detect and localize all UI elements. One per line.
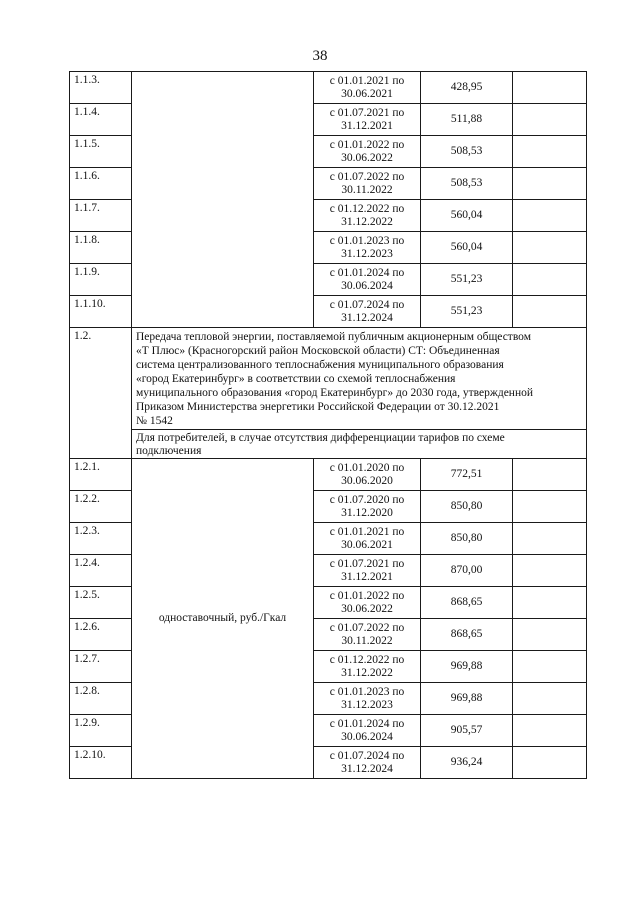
row-number: 1.2.1. (70, 459, 132, 491)
empty-cell (513, 72, 587, 104)
row-number: 1.1.8. (70, 232, 132, 264)
row-number: 1.2.2. (70, 491, 132, 523)
period-cell: с 01.01.2024 по 30.06.2024 (314, 715, 421, 747)
empty-cell (513, 651, 587, 683)
tariff-value: 560,04 (421, 232, 513, 264)
row-number: 1.2.3. (70, 523, 132, 555)
empty-cell (513, 264, 587, 296)
tariff-table (69, 71, 587, 779)
tariff-value: 551,23 (421, 264, 513, 296)
tariff-value: 508,53 (421, 168, 513, 200)
table-row (70, 459, 587, 491)
empty-cell (513, 555, 587, 587)
period-cell: с 01.01.2022 по 30.06.2022 (314, 587, 421, 619)
tariff-value: 850,80 (421, 523, 513, 555)
section-description: Передача тепловой энергии, поставляемой публичным акционерным обществом «Т Плюс» (Красногорский район Московской области) СТ: Объединенная система централизованного теплоснабжения муниципального образования «город Екатеринбург» в соответствии со схемой теплоснабжения муниципального образования «город Екатеринбург» до 2030 года, утвержденной Приказом Министерства энергетики Российской Федерации от 30.12.2021 № 1542 (132, 328, 587, 430)
unit-cell: одноставочный, руб./Гкал (132, 459, 314, 779)
row-number: 1.2.7. (70, 651, 132, 683)
period-cell: с 01.07.2021 по 31.12.2021 (314, 104, 421, 136)
tariff-value: 560,04 (421, 200, 513, 232)
tariff-value: 905,57 (421, 715, 513, 747)
empty-cell (513, 619, 587, 651)
period-cell: с 01.01.2023 по 31.12.2023 (314, 683, 421, 715)
empty-cell (513, 491, 587, 523)
row-number: 1.2.9. (70, 715, 132, 747)
row-number: 1.2.4. (70, 555, 132, 587)
empty-cell (513, 232, 587, 264)
row-number: 1.1.9. (70, 264, 132, 296)
table-row (70, 72, 587, 104)
period-cell: с 01.07.2024 по 31.12.2024 (314, 296, 421, 328)
tariff-value: 969,88 (421, 651, 513, 683)
period-cell: с 01.01.2022 по 30.06.2022 (314, 136, 421, 168)
empty-cell (513, 296, 587, 328)
empty-cell (513, 459, 587, 491)
empty-cell (513, 200, 587, 232)
empty-cell (513, 136, 587, 168)
empty-cell (513, 715, 587, 747)
row-number: 1.1.3. (70, 72, 132, 104)
row-number: 1.1.10. (70, 296, 132, 328)
empty-cell (513, 747, 587, 779)
row-number: 1.1.4. (70, 104, 132, 136)
row-number: 1.2.8. (70, 683, 132, 715)
row-number: 1.1.7. (70, 200, 132, 232)
period-cell: с 01.12.2022 по 31.12.2022 (314, 651, 421, 683)
period-cell: с 01.01.2021 по 30.06.2021 (314, 523, 421, 555)
period-cell: с 01.07.2022 по 30.11.2022 (314, 619, 421, 651)
row-number: 1.1.5. (70, 136, 132, 168)
row-number: 1.2.10. (70, 747, 132, 779)
empty-cell (513, 104, 587, 136)
tariff-value: 551,23 (421, 296, 513, 328)
section-number: 1.2. (70, 328, 132, 459)
consumers-description: Для потребителей, в случае отсутствия дифференциации тарифов по схеме подключения (132, 430, 587, 459)
period-cell: с 01.07.2020 по 31.12.2020 (314, 491, 421, 523)
empty-cell (513, 168, 587, 200)
period-cell: с 01.07.2021 по 31.12.2021 (314, 555, 421, 587)
tariff-value: 870,00 (421, 555, 513, 587)
tariff-value: 969,88 (421, 683, 513, 715)
consumers-row (70, 430, 587, 459)
tariff-value: 428,95 (421, 72, 513, 104)
tariff-value: 511,88 (421, 104, 513, 136)
period-cell: с 01.01.2020 по 30.06.2020 (314, 459, 421, 491)
period-cell: с 01.01.2024 по 30.06.2024 (314, 264, 421, 296)
row-number: 1.2.5. (70, 587, 132, 619)
empty-cell (513, 587, 587, 619)
tariff-value: 508,53 (421, 136, 513, 168)
period-cell: с 01.01.2021 по 30.06.2021 (314, 72, 421, 104)
period-cell: с 01.01.2023 по 31.12.2023 (314, 232, 421, 264)
empty-cell (513, 683, 587, 715)
section-header-row (70, 328, 587, 430)
empty-cell (513, 523, 587, 555)
tariff-value: 850,80 (421, 491, 513, 523)
period-cell: с 01.07.2024 по 31.12.2024 (314, 747, 421, 779)
page-number: 38 (312, 48, 328, 64)
tariff-value: 868,65 (421, 619, 513, 651)
row-number: 1.1.6. (70, 168, 132, 200)
unit-cell (132, 72, 314, 328)
tariff-value: 936,24 (421, 747, 513, 779)
period-cell: с 01.07.2022 по 30.11.2022 (314, 168, 421, 200)
tariff-value: 772,51 (421, 459, 513, 491)
tariff-value: 868,65 (421, 587, 513, 619)
period-cell: с 01.12.2022 по 31.12.2022 (314, 200, 421, 232)
row-number: 1.2.6. (70, 619, 132, 651)
